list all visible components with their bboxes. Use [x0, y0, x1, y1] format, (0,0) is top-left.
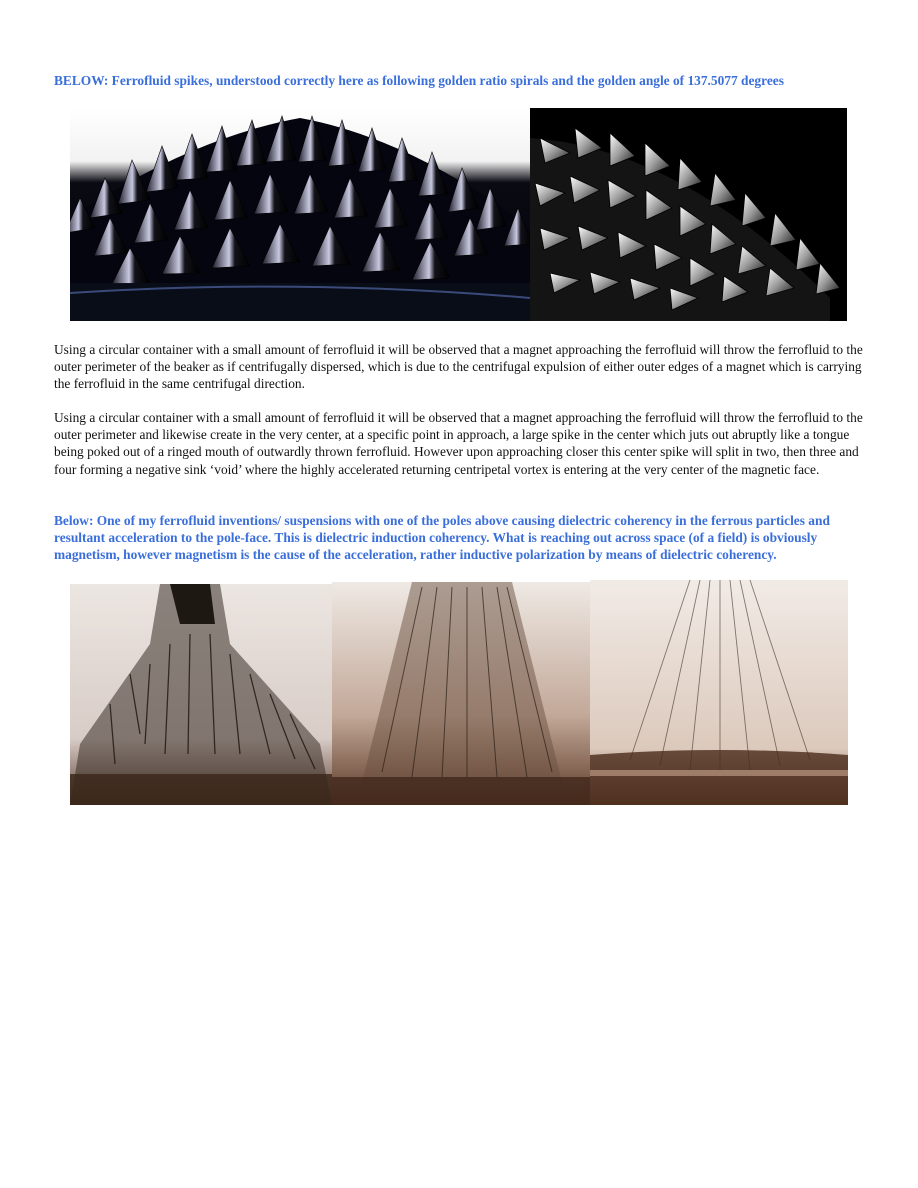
- ferrofluid-suspension-photo-2: [332, 582, 590, 805]
- top-caption: BELOW: Ferrofluid spikes, understood correctly here as following golden ratio spirals and the golden angle of 137.5077 degrees: [54, 73, 784, 88]
- body-paragraph-1: Using a circular container with a small amount of ferrofluid it will be observed that a magnet approaching the ferrofluid will throw the ferrofluid to the outer perimeter of the beaker as if centrifugally dispersed, which is due to the centrifugal expulsion of either outer edges of a magnet which is carrying the ferrofluid in the same centrifugal direction.: [54, 342, 863, 392]
- ferrofluid-suspension-photo-1: [70, 584, 332, 805]
- ferrofluid-suspension-photo-3: [590, 580, 848, 805]
- middle-caption: Below: One of my ferrofluid inventions/ suspensions with one of the poles above causing dielectric coherency in the ferrous particles and resultant acceleration to the pole-face. This is dielectric induction coherency. What is reaching out across space (of a field) is obviously magnetism, however magnetism is the cause of the acceleration, rather inductive polarization by means of dielectric coherency.: [54, 513, 830, 562]
- ferrofluid-golden-spiral-photo: [530, 108, 847, 321]
- ferrofluid-spikes-photo: [70, 108, 530, 321]
- body-paragraph-2: Using a circular container with a small amount of ferrofluid it will be observed that a magnet approaching the ferrofluid will throw the ferrofluid to the outer perimeter and likewise create in the very center, at a specific point in approach, a large spike in the center which juts out abruptly like a tongue being poked out of a ringed mouth of outwardly thrown ferrofluid. However upon approaching closer this center spike will split in two, then three and four forming a negative sink ‘void’ where the highly accelerated returning centripetal vortex is entering at the very center of the magnetic face.: [54, 410, 863, 477]
